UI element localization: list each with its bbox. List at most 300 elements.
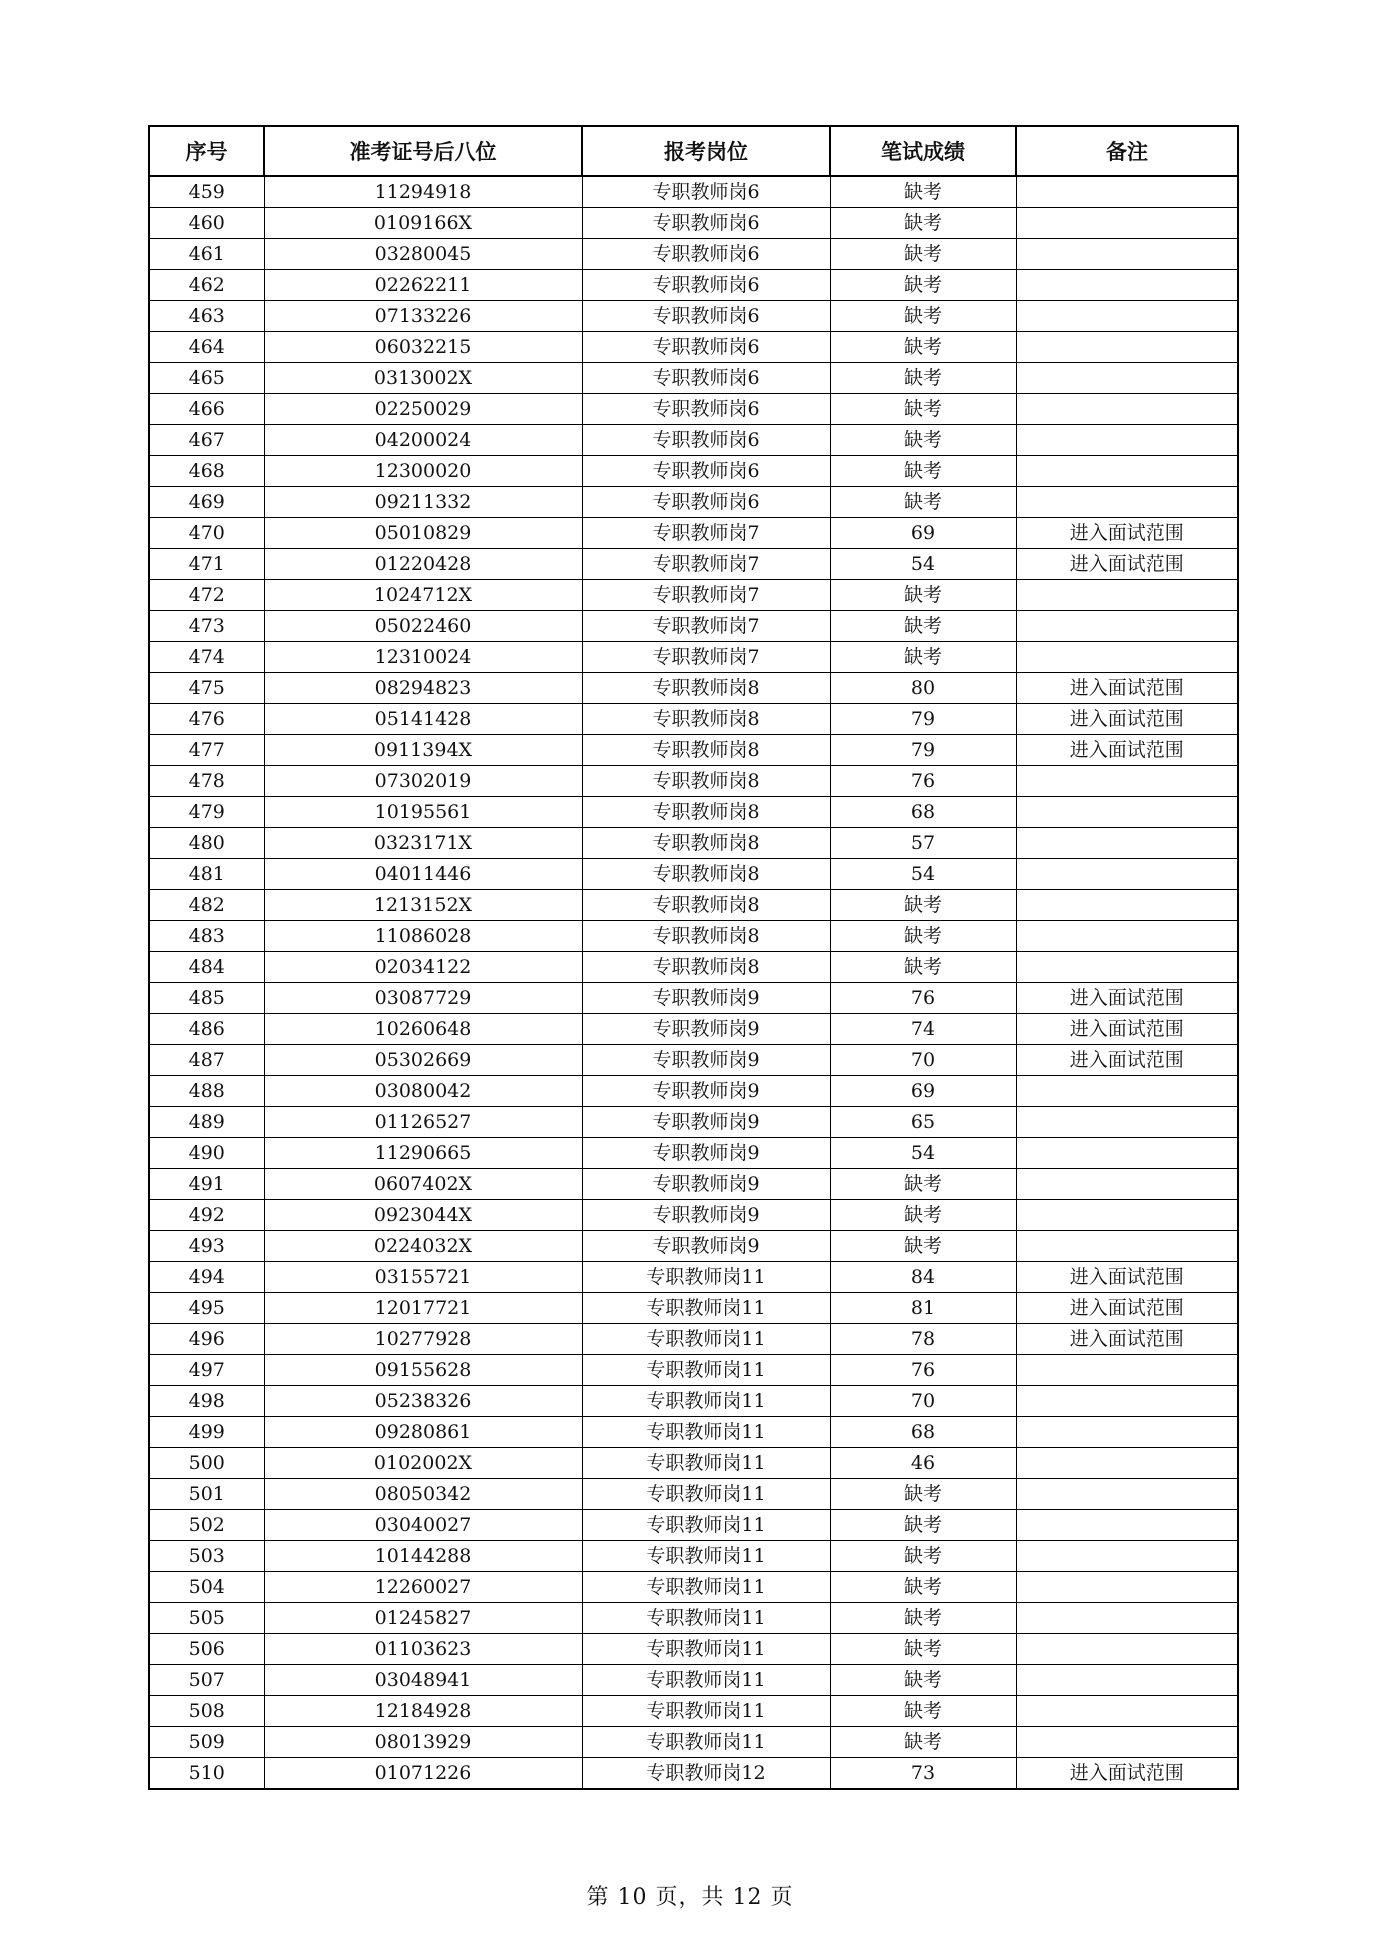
cell-score: 缺考 xyxy=(830,1479,1016,1510)
cell-remark: 进入面试范围 xyxy=(1016,735,1238,766)
cell-serial: 478 xyxy=(149,766,264,797)
cell-position: 专职教师岗11 xyxy=(582,1727,830,1758)
table-row xyxy=(149,642,1238,673)
cell-remark: 进入面试范围 xyxy=(1016,1014,1238,1045)
cell-ticket-suffix: 12017721 xyxy=(264,1293,582,1324)
cell-ticket-suffix: 09280861 xyxy=(264,1417,582,1448)
cell-ticket-suffix: 0313002X xyxy=(264,363,582,394)
cell-remark: 进入面试范围 xyxy=(1016,1262,1238,1293)
table-row xyxy=(149,1417,1238,1448)
cell-position: 专职教师岗6 xyxy=(582,456,830,487)
cell-position: 专职教师岗11 xyxy=(582,1479,830,1510)
cell-score: 缺考 xyxy=(830,176,1016,208)
cell-ticket-suffix: 10277928 xyxy=(264,1324,582,1355)
cell-serial: 468 xyxy=(149,456,264,487)
cell-serial: 480 xyxy=(149,828,264,859)
cell-score: 缺考 xyxy=(830,580,1016,611)
table-body xyxy=(149,176,1238,1789)
cell-position: 专职教师岗7 xyxy=(582,549,830,580)
cell-score: 68 xyxy=(830,1417,1016,1448)
cell-remark xyxy=(1016,859,1238,890)
cell-serial: 479 xyxy=(149,797,264,828)
cell-score: 缺考 xyxy=(830,301,1016,332)
cell-ticket-suffix: 02034122 xyxy=(264,952,582,983)
cell-ticket-suffix: 03280045 xyxy=(264,239,582,270)
cell-position: 专职教师岗11 xyxy=(582,1386,830,1417)
cell-remark xyxy=(1016,1138,1238,1169)
cell-score: 缺考 xyxy=(830,890,1016,921)
cell-position: 专职教师岗8 xyxy=(582,704,830,735)
cell-remark xyxy=(1016,1448,1238,1479)
cell-remark xyxy=(1016,1665,1238,1696)
table-row xyxy=(149,859,1238,890)
cell-score: 缺考 xyxy=(830,332,1016,363)
cell-ticket-suffix: 07302019 xyxy=(264,766,582,797)
cell-ticket-suffix: 0923044X xyxy=(264,1200,582,1231)
cell-position: 专职教师岗11 xyxy=(582,1293,830,1324)
cell-score: 缺考 xyxy=(830,394,1016,425)
cell-position: 专职教师岗6 xyxy=(582,332,830,363)
cell-score: 缺考 xyxy=(830,642,1016,673)
cell-serial: 461 xyxy=(149,239,264,270)
cell-score: 76 xyxy=(830,1355,1016,1386)
table-row xyxy=(149,549,1238,580)
table-row xyxy=(149,766,1238,797)
table-row xyxy=(149,1107,1238,1138)
cell-remark: 进入面试范围 xyxy=(1016,1293,1238,1324)
cell-score: 76 xyxy=(830,983,1016,1014)
cell-position: 专职教师岗11 xyxy=(582,1634,830,1665)
table-row xyxy=(149,1479,1238,1510)
cell-serial: 498 xyxy=(149,1386,264,1417)
cell-ticket-suffix: 01220428 xyxy=(264,549,582,580)
table-row xyxy=(149,1603,1238,1634)
cell-position: 专职教师岗8 xyxy=(582,828,830,859)
cell-remark: 进入面试范围 xyxy=(1016,1758,1238,1790)
cell-remark xyxy=(1016,456,1238,487)
cell-ticket-suffix: 10195561 xyxy=(264,797,582,828)
table-row xyxy=(149,797,1238,828)
table-header xyxy=(149,126,1238,176)
table-row xyxy=(149,1262,1238,1293)
cell-ticket-suffix: 1024712X xyxy=(264,580,582,611)
cell-serial: 510 xyxy=(149,1758,264,1790)
table-row xyxy=(149,1510,1238,1541)
cell-ticket-suffix: 12260027 xyxy=(264,1572,582,1603)
cell-position: 专职教师岗8 xyxy=(582,859,830,890)
table-row xyxy=(149,394,1238,425)
cell-position: 专职教师岗9 xyxy=(582,1138,830,1169)
cell-ticket-suffix: 02250029 xyxy=(264,394,582,425)
cell-position: 专职教师岗12 xyxy=(582,1758,830,1790)
cell-ticket-suffix: 02262211 xyxy=(264,270,582,301)
cell-ticket-suffix: 06032215 xyxy=(264,332,582,363)
cell-serial: 464 xyxy=(149,332,264,363)
cell-ticket-suffix: 04011446 xyxy=(264,859,582,890)
cell-position: 专职教师岗6 xyxy=(582,239,830,270)
table-row xyxy=(149,363,1238,394)
cell-serial: 460 xyxy=(149,208,264,239)
cell-remark xyxy=(1016,1634,1238,1665)
cell-serial: 494 xyxy=(149,1262,264,1293)
cell-position: 专职教师岗11 xyxy=(582,1262,830,1293)
cell-serial: 473 xyxy=(149,611,264,642)
cell-remark: 进入面试范围 xyxy=(1016,1045,1238,1076)
cell-score: 57 xyxy=(830,828,1016,859)
cell-remark xyxy=(1016,1510,1238,1541)
cell-serial: 487 xyxy=(149,1045,264,1076)
cell-score: 缺考 xyxy=(830,270,1016,301)
cell-ticket-suffix: 08294823 xyxy=(264,673,582,704)
cell-remark xyxy=(1016,1479,1238,1510)
cell-position: 专职教师岗8 xyxy=(582,797,830,828)
cell-position: 专职教师岗8 xyxy=(582,921,830,952)
cell-ticket-suffix: 01126527 xyxy=(264,1107,582,1138)
cell-ticket-suffix: 07133226 xyxy=(264,301,582,332)
cell-remark: 进入面试范围 xyxy=(1016,673,1238,704)
cell-remark xyxy=(1016,1727,1238,1758)
cell-score: 缺考 xyxy=(830,425,1016,456)
cell-score: 54 xyxy=(830,859,1016,890)
header-remark: 备注 xyxy=(1016,126,1238,176)
cell-score: 缺考 xyxy=(830,363,1016,394)
cell-remark xyxy=(1016,1231,1238,1262)
cell-serial: 467 xyxy=(149,425,264,456)
cell-serial: 502 xyxy=(149,1510,264,1541)
cell-ticket-suffix: 1213152X xyxy=(264,890,582,921)
cell-remark xyxy=(1016,1169,1238,1200)
cell-remark xyxy=(1016,1076,1238,1107)
cell-position: 专职教师岗11 xyxy=(582,1603,830,1634)
cell-position: 专职教师岗11 xyxy=(582,1355,830,1386)
score-table xyxy=(148,125,1239,1790)
cell-score: 缺考 xyxy=(830,1169,1016,1200)
cell-remark xyxy=(1016,890,1238,921)
cell-remark xyxy=(1016,1355,1238,1386)
cell-score: 76 xyxy=(830,766,1016,797)
cell-score: 缺考 xyxy=(830,1603,1016,1634)
cell-serial: 483 xyxy=(149,921,264,952)
table-row xyxy=(149,735,1238,766)
cell-score: 54 xyxy=(830,549,1016,580)
table-row xyxy=(149,1758,1238,1790)
cell-serial: 485 xyxy=(149,983,264,1014)
table-row xyxy=(149,1138,1238,1169)
cell-score: 缺考 xyxy=(830,1231,1016,1262)
table-row xyxy=(149,1200,1238,1231)
cell-serial: 459 xyxy=(149,176,264,208)
table-row xyxy=(149,332,1238,363)
cell-remark xyxy=(1016,642,1238,673)
cell-remark xyxy=(1016,921,1238,952)
cell-ticket-suffix: 05141428 xyxy=(264,704,582,735)
table-row xyxy=(149,704,1238,735)
cell-score: 缺考 xyxy=(830,1696,1016,1727)
cell-ticket-suffix: 03048941 xyxy=(264,1665,582,1696)
cell-ticket-suffix: 0607402X xyxy=(264,1169,582,1200)
cell-ticket-suffix: 0911394X xyxy=(264,735,582,766)
cell-score: 缺考 xyxy=(830,1634,1016,1665)
cell-serial: 462 xyxy=(149,270,264,301)
cell-serial: 497 xyxy=(149,1355,264,1386)
cell-position: 专职教师岗6 xyxy=(582,487,830,518)
cell-serial: 492 xyxy=(149,1200,264,1231)
cell-serial: 466 xyxy=(149,394,264,425)
table-row xyxy=(149,456,1238,487)
cell-remark: 进入面试范围 xyxy=(1016,704,1238,735)
table-row xyxy=(149,1634,1238,1665)
cell-serial: 495 xyxy=(149,1293,264,1324)
cell-position: 专职教师岗11 xyxy=(582,1448,830,1479)
header-ticket-suffix: 准考证号后八位 xyxy=(264,126,582,176)
cell-remark xyxy=(1016,363,1238,394)
header-score: 笔试成绩 xyxy=(830,126,1016,176)
table-row xyxy=(149,1665,1238,1696)
table-row xyxy=(149,1448,1238,1479)
cell-serial: 474 xyxy=(149,642,264,673)
header-position: 报考岗位 xyxy=(582,126,830,176)
table-row xyxy=(149,1696,1238,1727)
cell-serial: 501 xyxy=(149,1479,264,1510)
cell-score: 69 xyxy=(830,1076,1016,1107)
cell-score: 84 xyxy=(830,1262,1016,1293)
table-row xyxy=(149,890,1238,921)
cell-position: 专职教师岗11 xyxy=(582,1324,830,1355)
cell-score: 79 xyxy=(830,704,1016,735)
cell-position: 专职教师岗11 xyxy=(582,1696,830,1727)
cell-ticket-suffix: 05022460 xyxy=(264,611,582,642)
cell-position: 专职教师岗9 xyxy=(582,1076,830,1107)
table-row xyxy=(149,270,1238,301)
cell-score: 缺考 xyxy=(830,487,1016,518)
cell-serial: 470 xyxy=(149,518,264,549)
table-row xyxy=(149,1045,1238,1076)
cell-position: 专职教师岗9 xyxy=(582,1045,830,1076)
cell-score: 缺考 xyxy=(830,1510,1016,1541)
table-row xyxy=(149,425,1238,456)
cell-position: 专职教师岗7 xyxy=(582,518,830,549)
cell-score: 68 xyxy=(830,797,1016,828)
cell-position: 专职教师岗9 xyxy=(582,1200,830,1231)
cell-remark xyxy=(1016,952,1238,983)
table-row xyxy=(149,673,1238,704)
cell-serial: 505 xyxy=(149,1603,264,1634)
cell-ticket-suffix: 12310024 xyxy=(264,642,582,673)
cell-ticket-suffix: 09211332 xyxy=(264,487,582,518)
cell-serial: 491 xyxy=(149,1169,264,1200)
cell-ticket-suffix: 05238326 xyxy=(264,1386,582,1417)
cell-ticket-suffix: 01245827 xyxy=(264,1603,582,1634)
cell-score: 缺考 xyxy=(830,1665,1016,1696)
cell-serial: 496 xyxy=(149,1324,264,1355)
cell-serial: 508 xyxy=(149,1696,264,1727)
cell-ticket-suffix: 03087729 xyxy=(264,983,582,1014)
table-row xyxy=(149,1169,1238,1200)
cell-position: 专职教师岗6 xyxy=(582,394,830,425)
page-number: 第 10 页，共 12 页 xyxy=(586,1885,794,1910)
cell-score: 78 xyxy=(830,1324,1016,1355)
cell-position: 专职教师岗8 xyxy=(582,890,830,921)
cell-serial: 509 xyxy=(149,1727,264,1758)
cell-ticket-suffix: 0102002X xyxy=(264,1448,582,1479)
table-row xyxy=(149,487,1238,518)
cell-remark: 进入面试范围 xyxy=(1016,518,1238,549)
cell-score: 80 xyxy=(830,673,1016,704)
cell-position: 专职教师岗11 xyxy=(582,1541,830,1572)
table-row xyxy=(149,828,1238,859)
cell-score: 74 xyxy=(830,1014,1016,1045)
cell-remark xyxy=(1016,425,1238,456)
table-row xyxy=(149,952,1238,983)
cell-score: 70 xyxy=(830,1386,1016,1417)
table-row xyxy=(149,1355,1238,1386)
table-row xyxy=(149,1727,1238,1758)
cell-score: 54 xyxy=(830,1138,1016,1169)
cell-remark xyxy=(1016,611,1238,642)
cell-remark xyxy=(1016,239,1238,270)
cell-serial: 486 xyxy=(149,1014,264,1045)
cell-position: 专职教师岗11 xyxy=(582,1510,830,1541)
cell-ticket-suffix: 01071226 xyxy=(264,1758,582,1790)
cell-serial: 504 xyxy=(149,1572,264,1603)
cell-serial: 477 xyxy=(149,735,264,766)
cell-remark xyxy=(1016,332,1238,363)
cell-score: 46 xyxy=(830,1448,1016,1479)
cell-score: 73 xyxy=(830,1758,1016,1790)
cell-position: 专职教师岗11 xyxy=(582,1572,830,1603)
cell-ticket-suffix: 03080042 xyxy=(264,1076,582,1107)
cell-serial: 488 xyxy=(149,1076,264,1107)
cell-serial: 499 xyxy=(149,1417,264,1448)
cell-serial: 482 xyxy=(149,890,264,921)
cell-ticket-suffix: 11086028 xyxy=(264,921,582,952)
cell-score: 79 xyxy=(830,735,1016,766)
cell-serial: 503 xyxy=(149,1541,264,1572)
cell-remark xyxy=(1016,176,1238,208)
cell-remark xyxy=(1016,797,1238,828)
cell-score: 缺考 xyxy=(830,208,1016,239)
table-row xyxy=(149,921,1238,952)
cell-position: 专职教师岗9 xyxy=(582,1014,830,1045)
cell-position: 专职教师岗6 xyxy=(582,270,830,301)
cell-position: 专职教师岗9 xyxy=(582,983,830,1014)
cell-ticket-suffix: 12300020 xyxy=(264,456,582,487)
cell-remark xyxy=(1016,1572,1238,1603)
cell-score: 缺考 xyxy=(830,456,1016,487)
cell-score: 缺考 xyxy=(830,1727,1016,1758)
cell-remark xyxy=(1016,1696,1238,1727)
cell-position: 专职教师岗7 xyxy=(582,642,830,673)
table-row xyxy=(149,1386,1238,1417)
cell-remark xyxy=(1016,1200,1238,1231)
cell-position: 专职教师岗8 xyxy=(582,735,830,766)
cell-score: 缺考 xyxy=(830,921,1016,952)
cell-position: 专职教师岗7 xyxy=(582,611,830,642)
cell-remark: 进入面试范围 xyxy=(1016,983,1238,1014)
cell-serial: 465 xyxy=(149,363,264,394)
cell-remark xyxy=(1016,1107,1238,1138)
cell-score: 缺考 xyxy=(830,239,1016,270)
cell-score: 69 xyxy=(830,518,1016,549)
table-row xyxy=(149,1076,1238,1107)
cell-position: 专职教师岗6 xyxy=(582,176,830,208)
cell-position: 专职教师岗9 xyxy=(582,1231,830,1262)
cell-position: 专职教师岗8 xyxy=(582,766,830,797)
cell-remark xyxy=(1016,580,1238,611)
cell-position: 专职教师岗9 xyxy=(582,1169,830,1200)
cell-ticket-suffix: 03040027 xyxy=(264,1510,582,1541)
cell-ticket-suffix: 03155721 xyxy=(264,1262,582,1293)
header-row xyxy=(149,126,1238,176)
cell-score: 65 xyxy=(830,1107,1016,1138)
table-row xyxy=(149,239,1238,270)
cell-serial: 506 xyxy=(149,1634,264,1665)
cell-position: 专职教师岗11 xyxy=(582,1665,830,1696)
cell-ticket-suffix: 0323171X xyxy=(264,828,582,859)
cell-ticket-suffix: 12184928 xyxy=(264,1696,582,1727)
table-row xyxy=(149,1014,1238,1045)
cell-serial: 463 xyxy=(149,301,264,332)
cell-ticket-suffix: 11294918 xyxy=(264,176,582,208)
cell-remark xyxy=(1016,270,1238,301)
cell-ticket-suffix: 08013929 xyxy=(264,1727,582,1758)
cell-ticket-suffix: 10144288 xyxy=(264,1541,582,1572)
table-row xyxy=(149,983,1238,1014)
cell-serial: 472 xyxy=(149,580,264,611)
cell-remark: 进入面试范围 xyxy=(1016,1324,1238,1355)
cell-position: 专职教师岗8 xyxy=(582,673,830,704)
cell-serial: 500 xyxy=(149,1448,264,1479)
cell-score: 缺考 xyxy=(830,1572,1016,1603)
cell-ticket-suffix: 05302669 xyxy=(264,1045,582,1076)
cell-position: 专职教师岗11 xyxy=(582,1417,830,1448)
cell-score: 81 xyxy=(830,1293,1016,1324)
cell-serial: 476 xyxy=(149,704,264,735)
cell-ticket-suffix: 01103623 xyxy=(264,1634,582,1665)
table-row xyxy=(149,208,1238,239)
cell-serial: 493 xyxy=(149,1231,264,1262)
cell-score: 缺考 xyxy=(830,1200,1016,1231)
header-serial: 序号 xyxy=(149,126,264,176)
table-row xyxy=(149,1293,1238,1324)
cell-position: 专职教师岗9 xyxy=(582,1107,830,1138)
table-row xyxy=(149,1324,1238,1355)
cell-ticket-suffix: 11290665 xyxy=(264,1138,582,1169)
cell-remark xyxy=(1016,208,1238,239)
cell-ticket-suffix: 04200024 xyxy=(264,425,582,456)
cell-serial: 489 xyxy=(149,1107,264,1138)
table-row xyxy=(149,1231,1238,1262)
cell-remark xyxy=(1016,1541,1238,1572)
table-row xyxy=(149,301,1238,332)
cell-score: 70 xyxy=(830,1045,1016,1076)
cell-score: 缺考 xyxy=(830,611,1016,642)
table-row xyxy=(149,1541,1238,1572)
cell-remark xyxy=(1016,1603,1238,1634)
cell-serial: 507 xyxy=(149,1665,264,1696)
cell-remark xyxy=(1016,487,1238,518)
cell-ticket-suffix: 09155628 xyxy=(264,1355,582,1386)
cell-remark: 进入面试范围 xyxy=(1016,549,1238,580)
cell-score: 缺考 xyxy=(830,1541,1016,1572)
cell-position: 专职教师岗6 xyxy=(582,425,830,456)
cell-ticket-suffix: 0109166X xyxy=(264,208,582,239)
cell-position: 专职教师岗7 xyxy=(582,580,830,611)
cell-remark xyxy=(1016,1417,1238,1448)
cell-ticket-suffix: 10260648 xyxy=(264,1014,582,1045)
cell-remark xyxy=(1016,301,1238,332)
table-row xyxy=(149,518,1238,549)
